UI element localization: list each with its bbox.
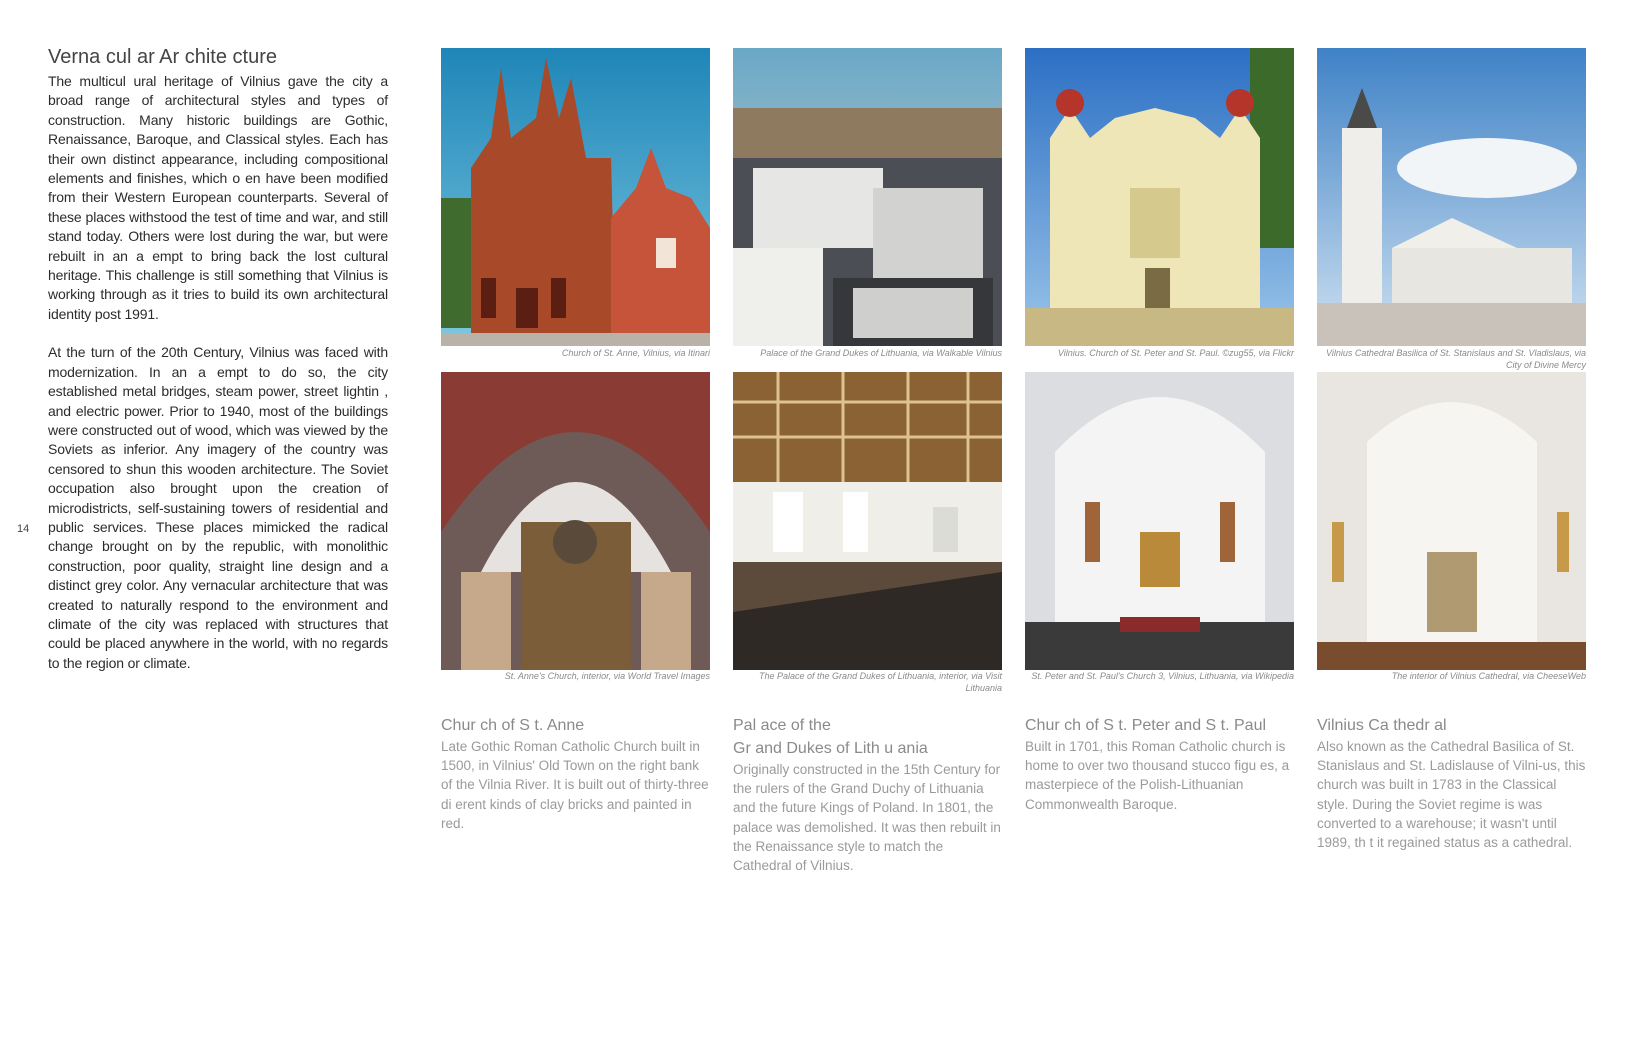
building-title: Vilnius Ca thedr al — [1317, 717, 1447, 734]
caption-cathedral-exterior: Vilnius Cathedral Basilica of St. Stanislaus and St. Vladislaus, via City of Divine Mercy — [1326, 348, 1586, 370]
building-cathedral — [1317, 714, 1589, 852]
article-column — [48, 44, 388, 692]
article-paragraph-2: At the turn of the 20th Century, Vilnius was faced with modernization. In an a empt to do so, the city established metal bridges, steam power, street lightin , and electric power. Prior to 1940, most of the buildings were constructed out of wood, which was viewed by the Soviets as inferior. Any imagery of the country was censored to shun this wooden architecture. The Soviet occupation also brought upon the creation of microdistricts, self-sustaining towers of residential and public services. These places mimicked the radical change brought on by the republic, with monolithic construction, poor quality, straight line design and a distinct grey color. Any vernacular architecture that was created to naturally respond to the environment and climate of the city was replaced with structures that could be placed anywhere in the world, with no regards to the region or climate. — [48, 344, 388, 671]
photo-st-peter-paul-exterior — [1025, 48, 1294, 346]
caption-st-anne-exterior: Church of St. Anne, Vilnius, via Itinari — [561, 348, 710, 358]
building-title: Chur ch of S t. Peter and S t. Paul — [1025, 717, 1267, 734]
building-palace — [733, 714, 1005, 875]
photo-st-anne-interior — [441, 372, 710, 670]
photo-cathedral-exterior — [1317, 48, 1586, 346]
building-description: Originally constructed in the 15th Century for the rulers of the Grand Duchy of Lithuania and the future Kings of Poland. In 1801, the palace was demolished. It was then rebuilt in the Renaissance style to match the Cathedral of Vilnius. — [733, 762, 1001, 874]
building-description: Late Gothic Roman Catholic Church built in 1500, in Vilnius' Old Town on the right bank of the Vilnia River. It is built out of thirty-three di erent kinds of clay bricks and painted in red. — [441, 739, 709, 831]
building-description: Also known as the Cathedral Basilica of St. Stanislaus and St. Ladislause of Vilni-us, this church was built in 1783 in the Classical style. During the Soviet regime is was converted to a warehouse; it wasn't until 1989, th t it regained status as a cathedral. — [1317, 739, 1586, 851]
article-paragraph-1: The multicul ural heritage of Vilnius gave the city a broad range of architectural styles and types of construction. Many historic buildings are Gothic, Renaissance, Baroque, and Classical styles. Each has their own distinct appearance, including compositional elements and finishes, which o en have been modified from their Western European counterparts. Several of these places withstood the test of time and war, and still stand today. Others were lost during the war, but were rebuilt in an a empt to bring back the lost cultural heritage. This challenge is still something that Vilnius is working through as it tries to build its own architectural identity post 1991. — [48, 73, 388, 322]
caption-cathedral-interior: The interior of Vilnius Cathedral, via CheeseWeb — [1391, 671, 1586, 681]
building-title: Pal ace of the — [733, 717, 831, 734]
photo-palace-interior — [733, 372, 1002, 670]
photo-cathedral-interior — [1317, 372, 1586, 670]
building-description: Built in 1701, this Roman Catholic church is home to over two thousand stucco figu es, a masterpiece of the Polish-Lithuanian Commonwealth Baroque. — [1025, 739, 1290, 812]
caption-st-peter-paul-exterior: Vilnius. Church of St. Peter and St. Paul. ©zug55, via Flickr — [1057, 348, 1294, 358]
photo-palace-exterior — [733, 48, 1002, 346]
article-title: Verna cul ar Ar chite cture — [48, 46, 278, 68]
photo-st-peter-paul-interior — [1025, 372, 1294, 670]
caption-st-peter-paul-interior: St. Peter and St. Paul's Church 3, Vilnius, Lithuania, via Wikipedia — [1031, 671, 1294, 681]
building-st-anne — [441, 714, 713, 833]
caption-palace-exterior: Palace of the Grand Dukes of Lithuania, via Walkable Vilnius — [760, 348, 1002, 358]
caption-st-anne-interior: St. Anne's Church, interior, via World Travel Images — [504, 671, 710, 681]
building-st-peter-paul — [1025, 714, 1297, 814]
caption-palace-interior: The Palace of the Grand Dukes of Lithuania, interior, via Visit Lithuania — [759, 671, 1002, 693]
photo-st-anne-exterior — [441, 48, 710, 346]
building-title-line-2: Gr and Dukes of Lith u ania — [733, 740, 928, 757]
page-number: 14 — [17, 523, 30, 535]
building-title: Chur ch of S t. Anne — [441, 717, 585, 734]
